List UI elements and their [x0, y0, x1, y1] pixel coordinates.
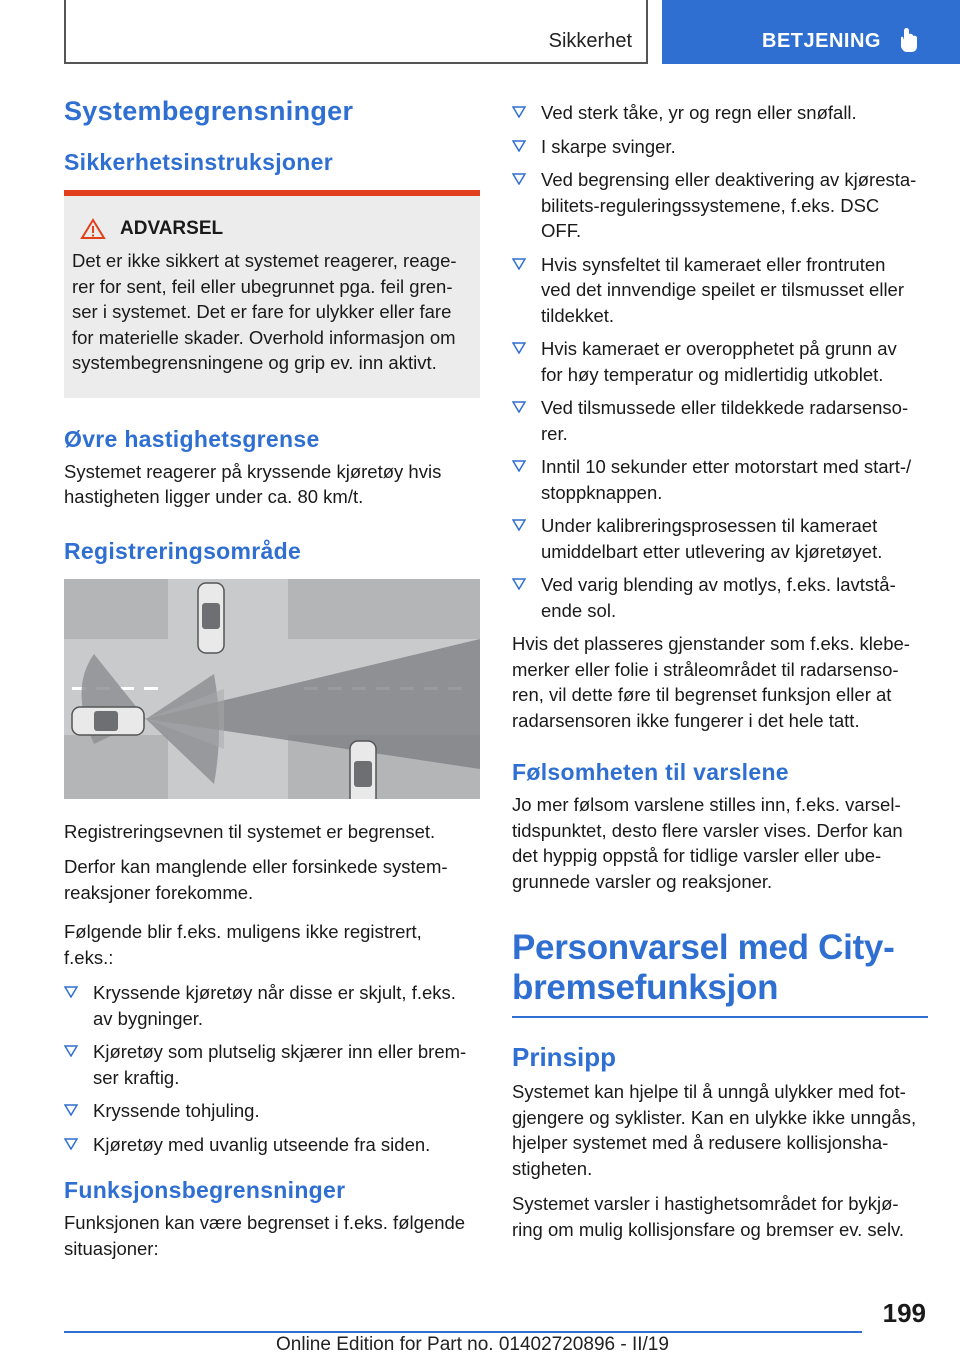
speed-limit-heading: Øvre hastighetsgrense: [64, 425, 320, 452]
list-item: [512, 252, 928, 329]
text-line: det hyppig oppstå for tidlige varsler eller ube-: [512, 845, 882, 866]
triangle-bullet-icon: [64, 1104, 78, 1116]
text-line: f.eks.:: [64, 946, 114, 968]
sensitivity-text: [512, 792, 928, 894]
text-line: OFF.: [541, 220, 582, 241]
function-limits-text: [64, 1210, 480, 1261]
text-line: bremsefunksjon: [512, 968, 779, 1007]
warning-box: [64, 196, 480, 398]
triangle-bullet-icon: [64, 1138, 78, 1150]
list-item: [64, 1132, 480, 1158]
text-line: Personvarsel med City-: [512, 928, 895, 967]
triangle-bullet-icon: [512, 519, 526, 531]
text-line: Kjøretøy som plutselig skjærer inn eller brem-: [93, 1041, 467, 1062]
list-item: [512, 167, 928, 244]
speed-limit-text: [64, 459, 480, 510]
text-line: tidspunktet, desto flere varsler vises. Derfor kan: [512, 819, 903, 841]
text-line: for høy temperatur og midlertidig utkoblet.: [541, 363, 884, 385]
radar-objects-text: [512, 631, 928, 733]
text-line: stoppknappen.: [541, 481, 663, 503]
text-line: ring om mulig kollisjonsfare og bremser ev. selv.: [512, 1218, 905, 1240]
text-line: radarsensoren ikke fungerer i det hele tatt.: [512, 709, 860, 731]
text-line: ren, vil dette føre til begrenset funksjon eller at: [512, 684, 892, 705]
triangle-bullet-icon: [512, 460, 526, 472]
text-line: umiddelbart etter utlevering av kjøretøyet.: [541, 540, 883, 562]
list-item: [512, 336, 928, 387]
sensitivity-heading: Følsomheten til varslene: [512, 759, 789, 785]
text-line: hjelper systemet med å redusere kollisjonsha-: [512, 1132, 889, 1153]
detection-range-figure: [64, 579, 480, 799]
text-line: Følgende blir f.eks. muligens ikke registrert,: [64, 921, 422, 942]
list-item: [512, 572, 928, 623]
triangle-bullet-icon: [512, 140, 526, 152]
text-line: Kryssende tohjuling.: [93, 1100, 260, 1121]
warning-line: Det er ikke sikkert at systemet reagerer, reage-: [72, 250, 457, 271]
text-line: situasjoner:: [64, 1237, 159, 1259]
text-line: Kryssende kjøretøy når disse er skjult, f.eks.: [93, 982, 456, 1003]
warning-line: rer for sent, feil eller ubegrunnet pga. feil gren-: [72, 275, 453, 297]
text-line: I skarpe svinger.: [541, 135, 676, 157]
list-item: [64, 980, 480, 1031]
warning-line: ser i systemet. Det er fare for ulykker eller fare: [72, 301, 452, 322]
text-line: grunnede varsler og reaksjoner.: [512, 870, 773, 892]
text-line: hastigheten ligger under ca. 80 km/t.: [64, 486, 364, 507]
text-line: ser kraftig.: [93, 1066, 180, 1088]
text-line: Jo mer følsom varslene stilles inn, f.eks. varsel-: [512, 794, 901, 815]
text-line: Hvis kameraet er overopphetet på grunn av: [541, 338, 897, 359]
following-text: [64, 919, 480, 970]
chapter-rule: [512, 1016, 928, 1018]
subsection-title-safety: Sikkerhetsinstruksjoner: [64, 149, 333, 175]
list-item: [512, 395, 928, 446]
text-line: Ved tilsmussede eller tildekkede radarsenso-: [541, 397, 909, 418]
triangle-bullet-icon: [512, 401, 526, 413]
text-line: ende sol.: [541, 599, 617, 621]
triangle-bullet-icon: [512, 342, 526, 354]
triangle-bullet-icon: [512, 106, 526, 118]
list-item: [512, 513, 928, 564]
function-limits-heading: Funksjonsbegrensninger: [64, 1177, 346, 1203]
text-line: tildekket.: [541, 304, 615, 326]
situations-list: [512, 100, 928, 623]
page-number: 199: [882, 1298, 926, 1328]
triangle-bullet-icon: [64, 986, 78, 998]
text-line: Hvis det plasseres gjenstander som f.eks. klebe-: [512, 633, 910, 654]
text-line: Systemet kan hjelpe til å unngå ulykker med fot-: [512, 1081, 906, 1102]
list-item: [512, 100, 928, 126]
list-item: [64, 1039, 480, 1090]
right-column: [512, 100, 928, 1252]
warning-heading-row: [72, 218, 470, 240]
list-item: [64, 1098, 480, 1124]
text-line: Ved sterk tåke, yr og regn eller snøfall.: [541, 102, 857, 123]
text-line: bilitets-reguleringssystemene, f.eks. DSC: [541, 194, 880, 216]
text-line: merker eller folie i stråleområdet til radarsenso-: [512, 658, 899, 680]
list-item: [512, 454, 928, 505]
chapter-tab-label: BETJENING: [762, 30, 881, 52]
left-column: [64, 96, 480, 1271]
chapter-title: [512, 928, 928, 1008]
text-line: rer.: [541, 422, 568, 444]
text-line: Systemet varsler i hastighetsområdet for bykjø-: [512, 1193, 899, 1214]
text-line: Funksjonen kan være begrenset i f.eks. følgende: [64, 1212, 466, 1233]
footer-rule: [64, 1331, 862, 1333]
triangle-bullet-icon: [512, 173, 526, 185]
text-line: Ved begrensing eller deaktivering av kjøresta-: [541, 169, 917, 190]
missing-reaction-text: [64, 854, 480, 905]
text-line: Derfor kan manglende eller forsinkede system-: [64, 856, 448, 877]
warning-text: [72, 248, 470, 376]
text-line: Ved varig blending av motlys, f.eks. lavtstå-: [541, 574, 896, 595]
principle-heading: Prinsipp: [512, 1042, 617, 1072]
text-line: Inntil 10 sekunder etter motorstart med start-/: [541, 456, 912, 477]
hand-pointer-icon: [896, 26, 922, 54]
text-line: Kjøretøy med uvanlig utseende fra siden.: [93, 1133, 431, 1155]
warning-heading: ADVARSEL: [120, 218, 224, 239]
text-line: Hvis synsfeltet til kameraet eller frontruten: [541, 253, 886, 275]
header-section-box: [64, 0, 648, 64]
text-line: ved det innvendige speilet er tilsmusset eller: [541, 279, 904, 300]
text-line: av bygninger.: [93, 1007, 204, 1029]
list-item: [512, 134, 928, 160]
warning-behavior-text: [512, 1191, 928, 1242]
section-title: Systembegrensninger: [64, 96, 354, 126]
edition-text: Online Edition for Part no. 01402720896 - II/19: [276, 1334, 669, 1355]
triangle-bullet-icon: [512, 578, 526, 590]
triangle-bullet-icon: [512, 258, 526, 270]
intersection-illustration: [64, 579, 480, 799]
car-ego: [72, 707, 144, 735]
car-crossing-bottom: [350, 741, 376, 799]
section-label: Sikkerhet: [548, 30, 632, 52]
text-line: gjengere og syklister. Kan en ulykke ikke unngås,: [512, 1106, 917, 1128]
undetected-list: [64, 980, 480, 1157]
text-line: reaksjoner forekomme.: [64, 881, 254, 903]
text-line: Systemet reagerer på kryssende kjøretøy hvis: [64, 460, 442, 482]
warning-line: for materielle skader. Overhold informasjon om: [72, 326, 456, 348]
text-line: Under kalibreringsprosessen til kameraet: [541, 515, 878, 536]
text-line: stigheten.: [512, 1157, 593, 1179]
figure-caption: Registreringsevnen til systemet er begrenset.: [64, 820, 436, 842]
principle-text: [512, 1079, 928, 1181]
warning-triangle-icon: [80, 218, 106, 240]
detection-range-heading: Registreringsområde: [64, 537, 302, 564]
warning-line: systembegrensningene og grip ev. inn aktivt.: [72, 352, 437, 373]
triangle-bullet-icon: [64, 1045, 78, 1057]
car-crossing-top: [198, 583, 224, 653]
